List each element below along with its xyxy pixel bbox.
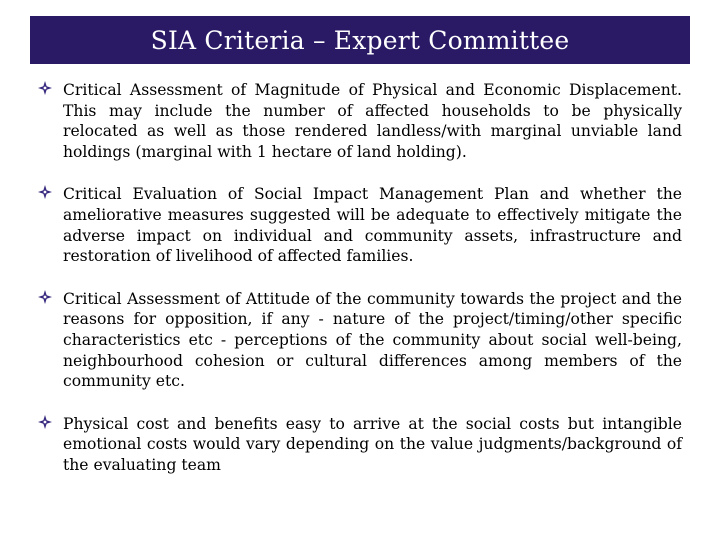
bullet-item — [38, 80, 682, 163]
bullet-text: Critical Assessment of Attitude of the community towards the project and the reasons for opposition, if any - nature of the project/timing/other specific characteristics etc - perceptions of the community about social well-being, neighbourhood cohesion or cultural differences among members of the community etc. — [63, 289, 682, 391]
bullet-item — [38, 184, 682, 267]
diamond-bullet-icon — [38, 185, 52, 199]
diamond-bullet-icon — [38, 415, 52, 429]
bullet-item — [38, 414, 682, 476]
bullet-text: Physical cost and benefits easy to arrive at the social costs but intangible emotional costs would vary depending on the value judgments/background of the evaluating team — [63, 414, 682, 475]
bullet-text: Critical Assessment of Magnitude of Physical and Economic Displacement. This may include the number of affected households to be physically relocated as well as those rendered landless/with marginal unviable land holdings (marginal with 1 hectare of land holding). — [63, 81, 682, 162]
slide-title: SIA Criteria – Expert Committee — [150, 25, 570, 55]
bullet-item — [38, 289, 682, 393]
bullet-text: Critical Evaluation of Social Impact Management Plan and whether the ameliorative measures suggested will be adequate to effectively mitigate the adverse impact on individual and community assets, infrastructure and restoration of livelihood of affected families. — [63, 185, 682, 266]
title-bar — [30, 16, 690, 64]
diamond-bullet-icon — [38, 290, 52, 304]
diamond-bullet-icon — [38, 81, 52, 95]
bullet-list — [38, 80, 682, 497]
